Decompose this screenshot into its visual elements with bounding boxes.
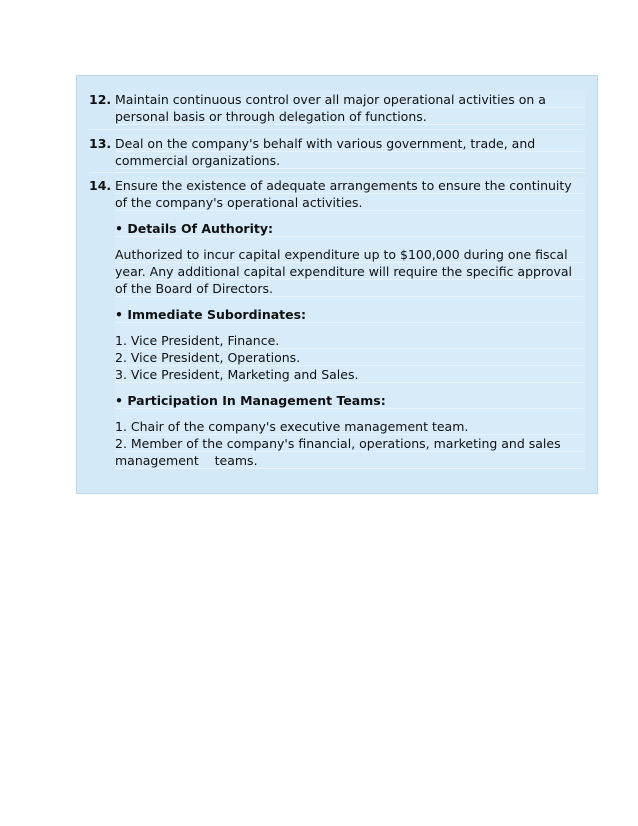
item-text-line: Maintain continuous control over all major operational activities on a bbox=[115, 91, 585, 108]
item-text-line: Deal on the company's behalf with various government, trade, and bbox=[115, 135, 585, 152]
row-divider bbox=[89, 172, 585, 173]
item-number: 12. bbox=[89, 92, 112, 107]
item-number: 14. bbox=[89, 178, 112, 193]
section-heading-immediate-subordinates: • Immediate Subordinates: bbox=[115, 306, 585, 323]
section-heading-details-of-authority: • Details Of Authority: bbox=[115, 220, 585, 237]
section-text-line: 2. Vice President, Operations. bbox=[115, 349, 585, 366]
section-text-line: 2. Member of the company's financial, operations, marketing and sales bbox=[115, 435, 585, 452]
section-text-line: 3. Vice President, Marketing and Sales. bbox=[115, 366, 585, 383]
item-content bbox=[115, 91, 585, 125]
item-text-line: Ensure the existence of adequate arrangements to ensure the continuity bbox=[115, 177, 585, 194]
section-text-line: 1. Vice President, Finance. bbox=[115, 332, 585, 349]
item-text-line: personal basis or through delegation of functions. bbox=[115, 108, 585, 125]
item-number: 13. bbox=[89, 136, 112, 151]
row-divider bbox=[89, 129, 585, 130]
item-text-line: commercial organizations. bbox=[115, 152, 585, 169]
section-heading-participation-in-management-teams: • Participation In Management Teams: bbox=[115, 392, 585, 409]
section-text-line: of the Board of Directors. bbox=[115, 280, 585, 297]
section-text-line: 1. Chair of the company's executive management team. bbox=[115, 418, 585, 435]
section-text-line: Authorized to incur capital expenditure up to $100,000 during one fiscal bbox=[115, 246, 585, 263]
item-content bbox=[115, 177, 585, 469]
section-text-line: management teams. bbox=[115, 452, 585, 469]
item-text-line: of the company's operational activities. bbox=[115, 194, 585, 211]
item-content bbox=[115, 135, 585, 169]
section-text-line: year. Any additional capital expenditure will require the specific approval bbox=[115, 263, 585, 280]
